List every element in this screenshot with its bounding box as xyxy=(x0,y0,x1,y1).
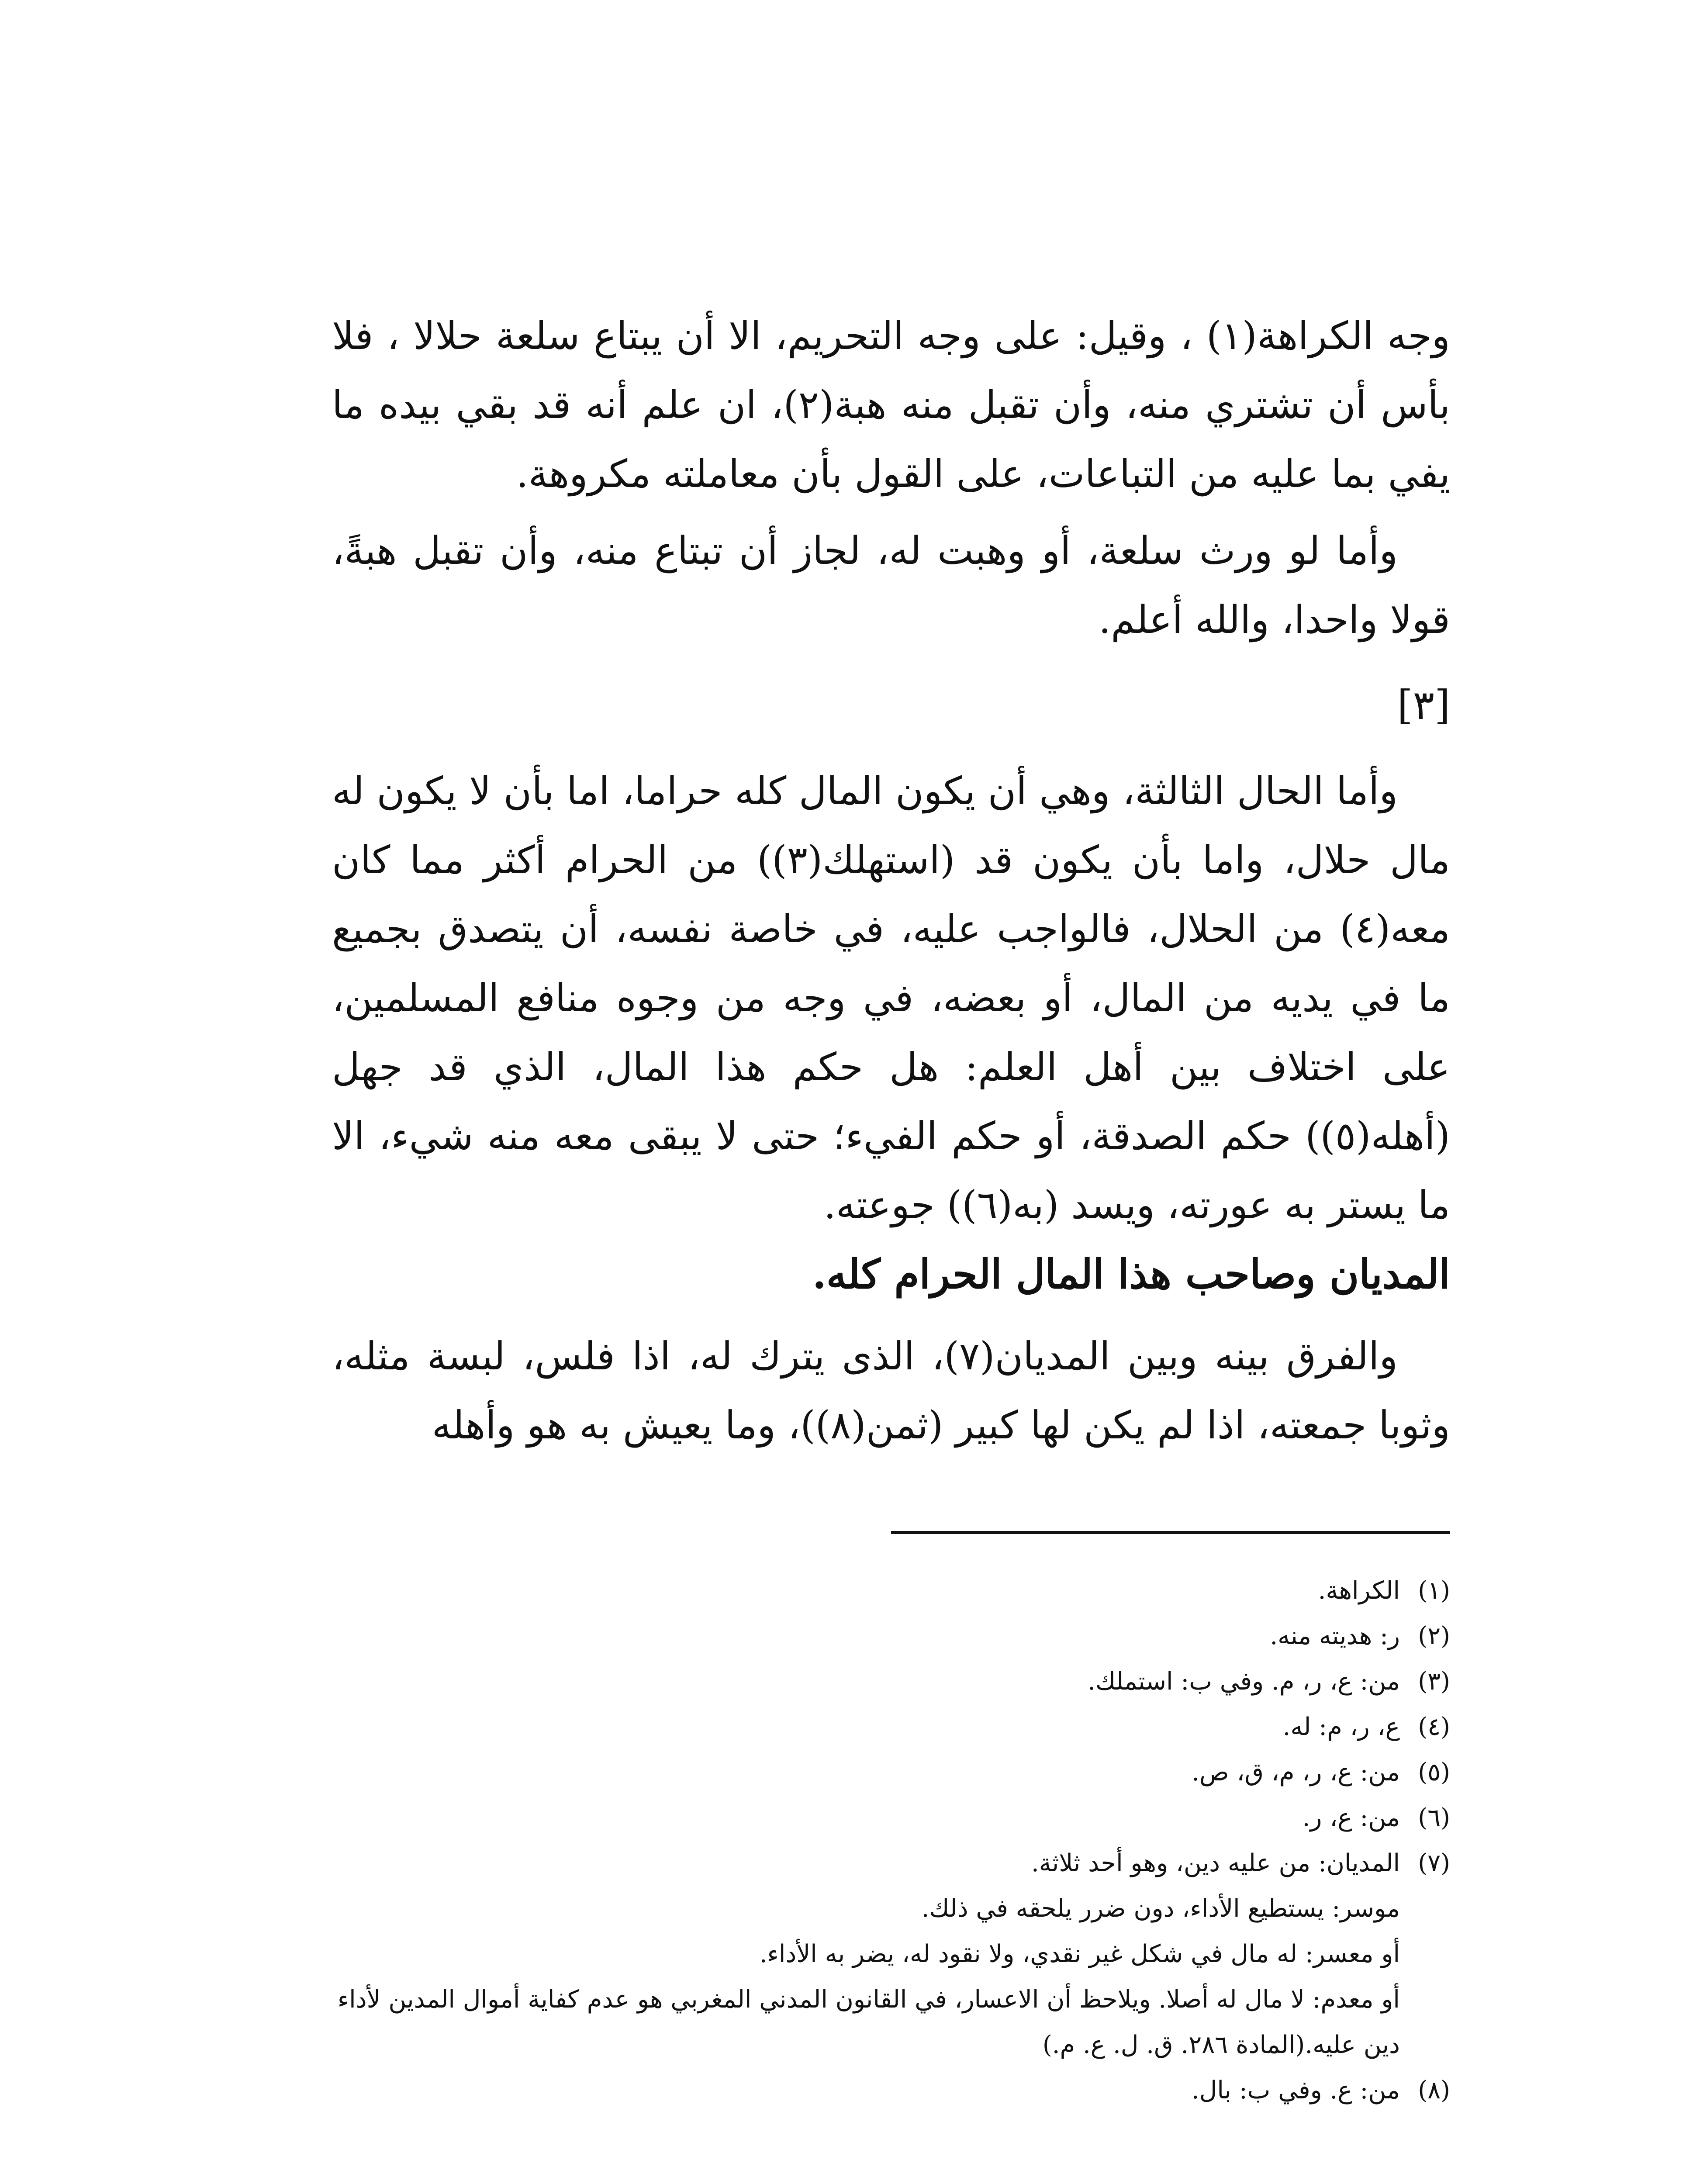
footnote-number: (٧) xyxy=(1418,1849,1450,1877)
footnote-text: ر: هديته منه. xyxy=(1270,1622,1400,1650)
footnote-text: من: ع، ر، م. وفي ب: استملك. xyxy=(1088,1667,1400,1696)
footnote-number: (٤) xyxy=(1418,1713,1450,1741)
footnote-4 xyxy=(332,1704,1450,1750)
footnote-7-detail-3: أو معدم: لا مال له أصلا. ويلاحظ أن الاعسار، في القانون المدني المغربي هو عدم كفاية أموال المدين لأداء دين عليه.(المادة ٢٨٦. ق. ل. ع. م.) xyxy=(337,1985,1400,2059)
main-text xyxy=(332,301,1450,1460)
footnote-number: (٢) xyxy=(1418,1622,1450,1650)
footnote-divider xyxy=(891,1531,1450,1534)
footnote-number: (٣) xyxy=(1418,1667,1450,1696)
footnote-text: المديان: من عليه دين، وهو أحد ثلاثة. xyxy=(1031,1849,1400,1877)
footnotes xyxy=(332,1568,1450,2113)
footnote-text: من: ع، ر، م، ق، ص. xyxy=(1192,1758,1400,1787)
paragraph-3: وأما الحال الثالثة، وهي أن يكون المال كله حراما، اما بأن لا يكون له مال حلال، واما بأن يكون قد (استهلك(٣)) من الحرام أكثر مما كان معه(٤) من الحلال، فالواجب عليه، في خاصة نفسه، أن يتصدق بجميع ما في يديه من المال، أو بعضه، في وجه من وجوه منافع المسلمين، على اختلاف بين أهل العلم: هل حكم هذا المال، الذي قد جهل (أهله(٥)) حكم الصدقة، أو حكم الفيء؛ حتى لا يبقى معه منه شيء، الا ما يستر به عورته، ويسد (به(٦)) جوعته. xyxy=(332,768,1450,1227)
footnote-5 xyxy=(332,1750,1450,1795)
footnote-7 xyxy=(332,1841,1450,1886)
footnote-text: ع، ر، م: له. xyxy=(1282,1713,1400,1741)
footnote-number: (٥) xyxy=(1418,1758,1450,1787)
footnote-number: (٨) xyxy=(1418,2076,1450,2105)
paragraph-1: وجه الكراهة(١) ، وقيل: على وجه التحريم، الا أن يبتاع سلعة حلالا ، فلا بأس أن تشتري منه، وأن تقبل منه هبة(٢)، ان علم أنه قد بقي بيده ما يفي بما عليه من التباعات، على القول بأن معاملته مكروهة. xyxy=(332,313,1451,496)
footnote-text: من: ع، ر. xyxy=(1302,1804,1400,1832)
footnote-2 xyxy=(332,1614,1450,1659)
footnote-6 xyxy=(332,1795,1450,1841)
footnote-1 xyxy=(332,1568,1450,1614)
footnote-number: (٦) xyxy=(1418,1804,1450,1832)
footnote-number: (١) xyxy=(1418,1576,1450,1605)
footnote-8 xyxy=(332,2068,1450,2113)
section-number: [٣] xyxy=(1397,682,1450,729)
footnote-7-detail-1: موسر: يستطيع الأداء، دون ضرر يلحقه في ذلك. xyxy=(921,1894,1400,1923)
paragraph-2: وأما لو ورث سلعة، أو وهبت له، لجاز أن تبتاع منه، وأن تقبل هبةً، قولا واحدا، والله أعلم. xyxy=(332,528,1450,642)
footnote-3 xyxy=(332,1659,1450,1704)
footnote-text: من: ع. وفي ب: بال. xyxy=(1191,2076,1400,2105)
subheading: المديان وصاحب هذا المال الحرام كله. xyxy=(812,1251,1450,1298)
footnote-7-detail-2: أو معسر: له مال في شكل غير نقدي، ولا نقود له، يضر به الأداء. xyxy=(759,1940,1400,1968)
paragraph-4: والفرق بينه وبين المديان(٧)، الذى يترك له، اذا فلس، لبسة مثله، وثوبا جمعته، اذا لم يكن لها كبير (ثمن(٨))، وما يعيش به هو وأهله xyxy=(332,1334,1450,1448)
footnote-text: الكراهة. xyxy=(1318,1576,1400,1605)
